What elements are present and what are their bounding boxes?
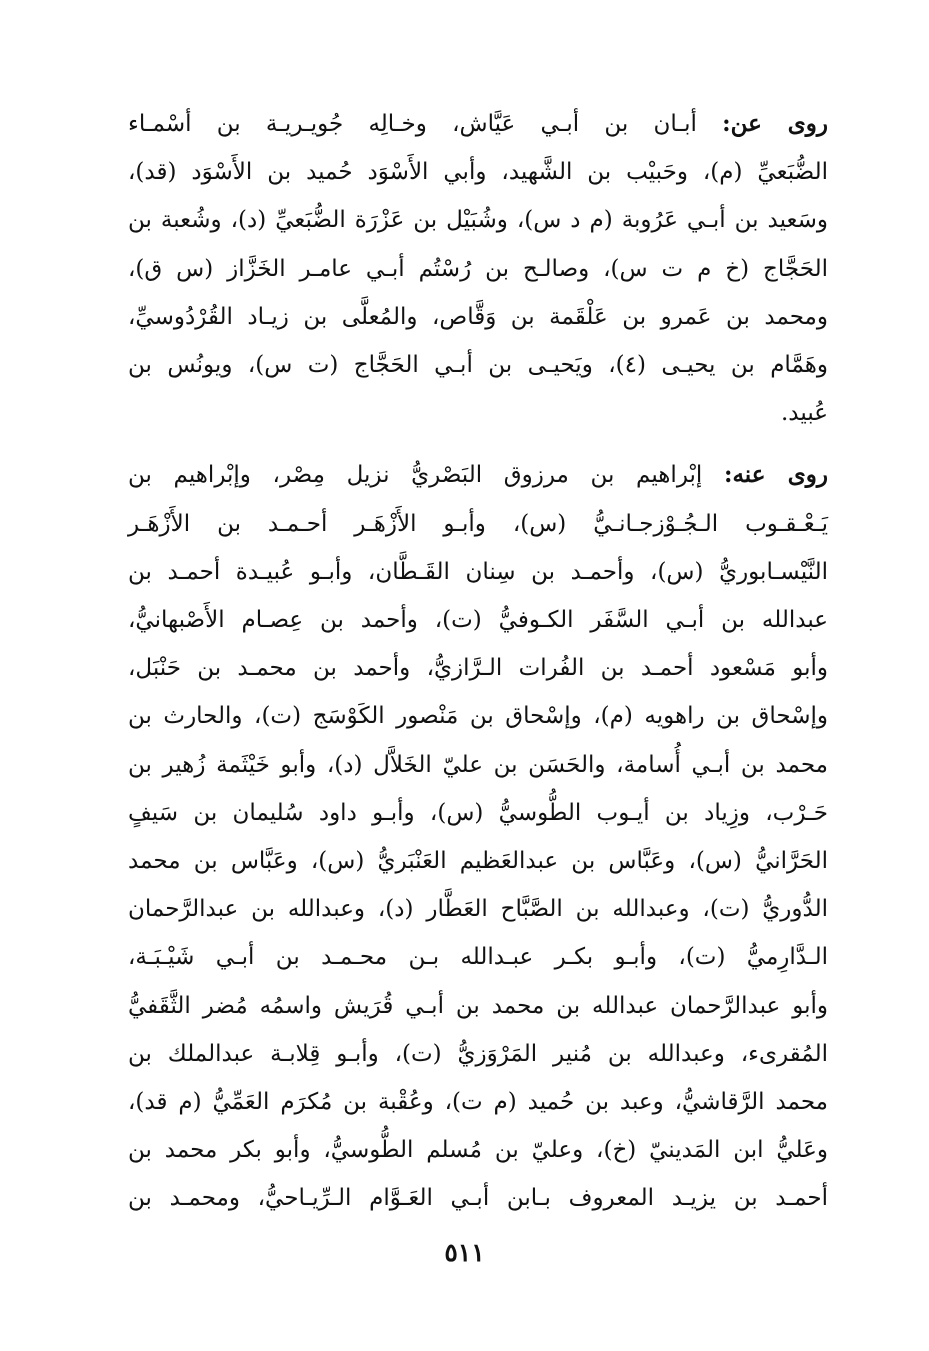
text-line: محمد بن أبـي أُسامة، والحَسَن بن عليّ الخَلاَّل (د)، وأبو خَيْثَمة زُهير بن bbox=[128, 751, 828, 778]
text-line: الدُّوريُّ (ت)، وعبدالله بن الصَّبَّاح العَطَّار (د)، وعبدالله بن عبدالرَّحمان bbox=[128, 896, 828, 923]
text-line: وأبو مَسْعود أحمـد بن الفُرات الـرَّازيُّ، وأحمد بن محمـد بن حَنْبَل، bbox=[128, 655, 828, 682]
paragraph-narrated-from bbox=[128, 100, 828, 437]
text-line: وهَمَّام بن يحيـى (٤)، ويَحيـى بن أبـي الحَجَّاج (ت س)، ويونُس بن bbox=[128, 352, 828, 379]
page-body bbox=[128, 100, 828, 1223]
text-line: الحَجَّاج (خ م ت س)، وصالـح بن رُسْتُم أبـي عامـر الخَزَّاز (س ق)، bbox=[128, 255, 828, 282]
text-line: وعَليُّ ابن المَدينيّ (خ)، وعليّ بن مُسلم الطُّوسيُّ، وأبو بكر محمد بن bbox=[128, 1137, 828, 1164]
text-line: يَـعْـقـوب الـجُـوْزجـانـيُّ (س)، وأبـو الأَزْهَـر أحـمـد بن الأَزْهَـر bbox=[128, 510, 828, 537]
text-line bbox=[128, 100, 828, 148]
page-number: ٥١١ bbox=[444, 1238, 485, 1267]
text-line: المُقرىء، وعبدالله بن مُنير المَرْوَزيُّ (ت)، وأبـو قِلابـة عبدالملك بن bbox=[128, 1040, 828, 1067]
text-line: الضُّبَعيِّ (م)، وحَبيْب بن الشَّهيد، وأبي الأَسْوَد حُميد بن الأَسْوَد (قد)، bbox=[128, 159, 828, 186]
text-line: أحمـد بن يزيـد المعروف بـابن أبـي العَـوَّام الـرِّيـاحيُّ، ومحمـد بن bbox=[128, 1185, 828, 1212]
text-line: النَّيْسـابوريُّ (س)، وأحمـد بن سِنان القَـطَّان، وأبـو عُبيـدة أحمـد بن bbox=[128, 558, 828, 585]
text-line: محمد الرَّقاشيُّ، وعبد بن حُميد (م ت)، وعُقْبة بن مُكرَم العَمِّيُّ (م قد)، bbox=[128, 1089, 828, 1116]
text-line: حَـرْب، وزِياد بن أيـوب الطُّوسيُّ (س)، وأبـو داود سُليمان بن سَيفٍ bbox=[128, 799, 828, 826]
text-line: وأبو عبدالرَّحمان عبدالله بن محمد بن أبـي قُرَيش واسمُه مُضر الثَّقَفيُّ bbox=[128, 992, 828, 1019]
text-line: عبدالله بن أبـي السَّفَر الكـوفيُّ (ت)، وأحمد بن عِصـام الأَصْبهانيُّ، bbox=[128, 607, 828, 634]
label-narrated-by: روى عنه: bbox=[723, 461, 828, 489]
text-line: الحَرَّانيُّ (س)، وعَبَّاس بن عبدالعَظيم العَنْبَريُّ (س)، وعَبَّاس بن محمد bbox=[128, 848, 828, 875]
line-text: أبـان بن أبـي عَيَّاش، وخـالِه جُويـريـة بن أسْمـاء bbox=[128, 111, 697, 137]
paragraph-narrated-by bbox=[128, 451, 828, 1222]
text-line: ومحمد بن عَمرو بن عَلْقَمة بن وَقَّاص، والمُعلَّى بن زيـاد القُرْدُوسيِّ، bbox=[128, 303, 828, 330]
text-line: وسَعيد بن أبـي عَرُوبة (م د س)، وشُبَيْل بن عَزْرَة الضُّبَعيِّ (د)، وشُعبة بن bbox=[128, 207, 828, 234]
text-line bbox=[128, 451, 828, 499]
text-line: وإسْحاق بن راهويه (م)، وإسْحاق بن مَنْصور الكَوْسَج (ت)، والحارث بن bbox=[128, 703, 828, 730]
text-line: عُبيد. bbox=[781, 400, 828, 427]
text-line: الـدَّارِميُّ (ت)، وأبـو بكـر عبـدالله بـن محـمـد بن أبـي شَيْـبَـة، bbox=[128, 944, 828, 971]
line-text: إبْراهيم بن مرزوق البَصْريُّ نزيل مِصْر، وإبْراهيم بن bbox=[128, 462, 703, 489]
label-narrated-from: روى عن: bbox=[722, 110, 828, 137]
